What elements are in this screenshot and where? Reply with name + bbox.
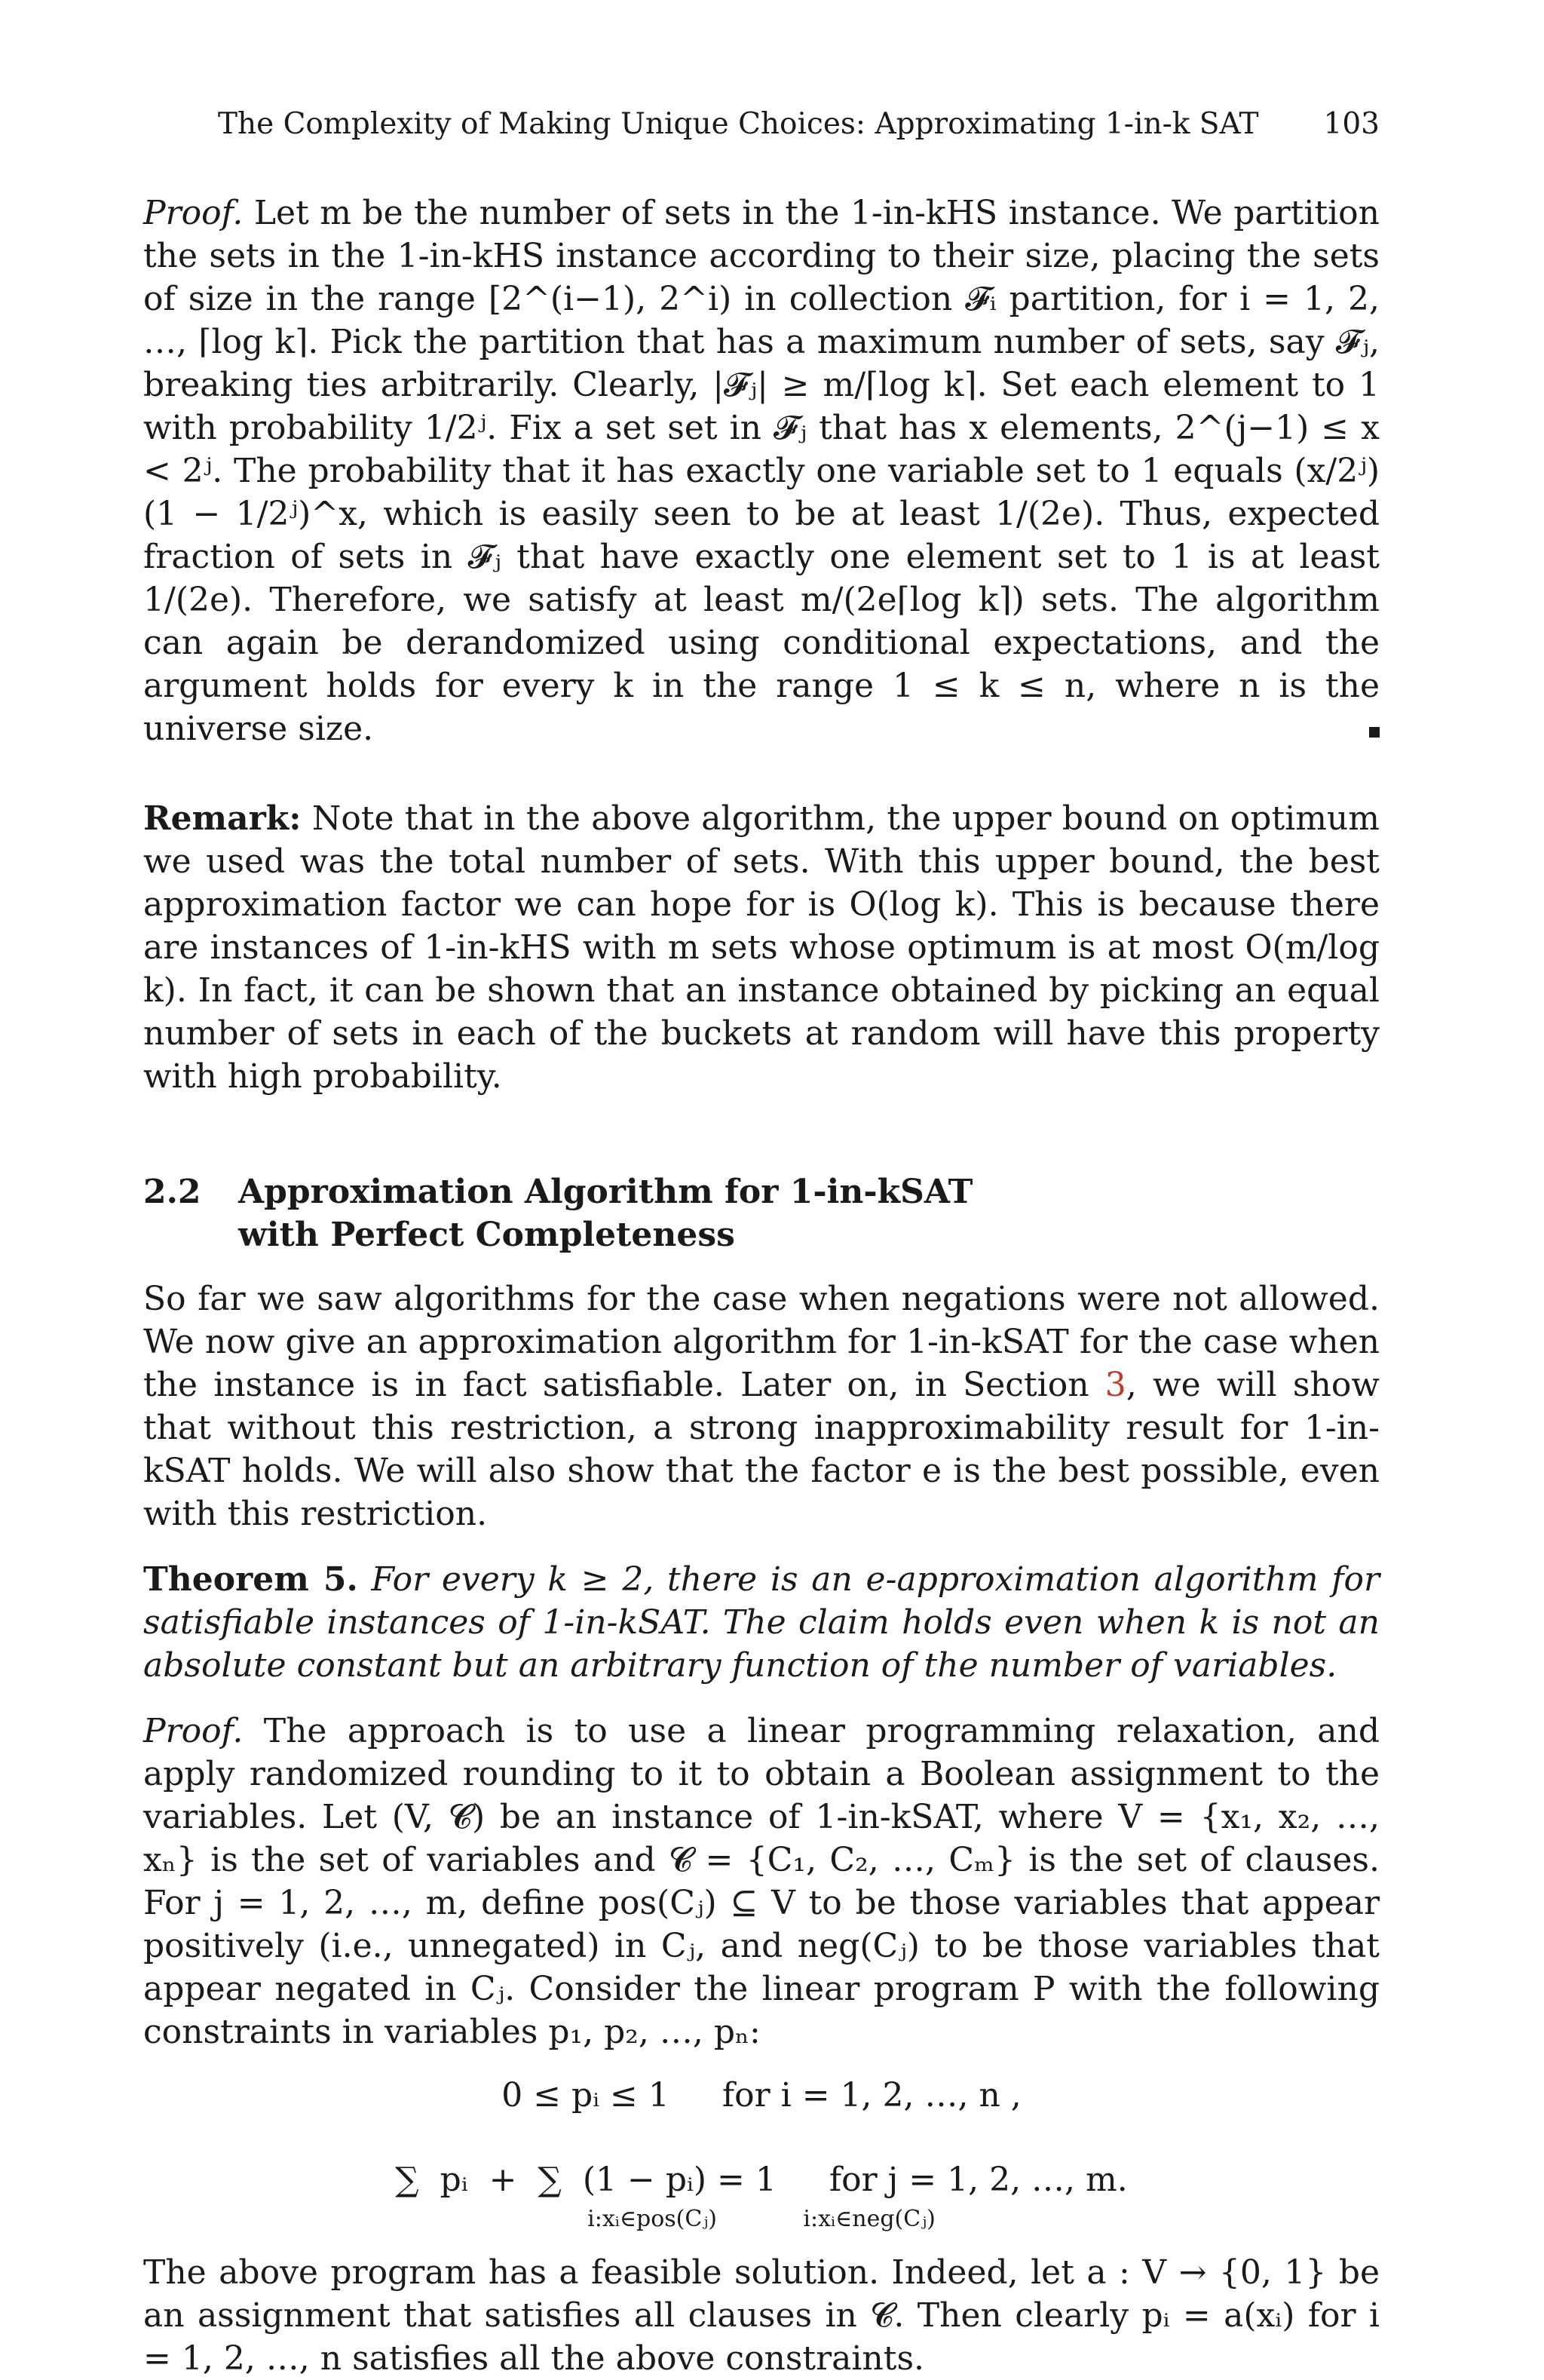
constraint-sum-indices: i:xᵢ∈pos(Cⱼ) i:xᵢ∈neg(Cⱼ)	[587, 2206, 936, 2232]
lp-constraints	[143, 2073, 1380, 2233]
closing-body: The above program has a feasible solution. Indeed, let a : V → {0, 1} be an assignment that satisfies all clauses in 𝓒. Then clearly pᵢ = a(xᵢ) for i = 1, 2, …, n satisfies all the above constraints.	[143, 2253, 1380, 2378]
theorem-paragraph	[143, 1558, 1380, 1687]
qed-square-icon	[1369, 727, 1380, 738]
intro-paragraph	[143, 1277, 1380, 1535]
page-content	[143, 106, 1380, 2380]
running-title: The Complexity of Making Unique Choices: Approximating 1-in-k SAT	[217, 107, 1259, 141]
remark-paragraph	[143, 797, 1380, 1098]
intro-text-start: So far we saw algorithms for the case when negations were not allowed. We now give an approximation algorithm for 1-in-kSAT for the case when the instance is in fact satisfiable. Later on, in Section	[143, 1280, 1380, 1404]
constraint-clause-sum: ∑ pᵢ + ∑ (1 − pᵢ) = 1 for j = 1, 2, …, m.	[395, 2161, 1128, 2199]
remark-body: Note that in the above algorithm, the upper bound on optimum we used was the total number of sets. With this upper bound, the best approximation factor we can hope for is O(log k). This is because there are instances of 1-in-kHS with m sets whose optimum is at most O(m/log k). In fact, it can be shown that an instance obtained by picking an equal number of sets in each of the buckets at random will have this property with high probability.	[143, 799, 1380, 1096]
proof-label: Proof.	[143, 194, 244, 232]
section-heading	[143, 1170, 1380, 1256]
theorem-body: For every k ≥ 2, there is an e-approximation algorithm for satisfiable instances of 1-in-kSAT. The claim holds even when k is not an absolute constant but an arbitrary function of the number of variables.	[143, 1560, 1380, 1685]
section-reference-link[interactable]: 3	[1104, 1366, 1126, 1404]
closing-paragraph	[143, 2251, 1380, 2380]
remark-label: Remark:	[143, 799, 302, 838]
constraint-bounds: 0 ≤ pᵢ ≤ 1 for i = 1, 2, …, n ,	[501, 2076, 1022, 2115]
page-number: 103	[1323, 107, 1380, 141]
proof-paragraph-2	[143, 1710, 1380, 2053]
proof-paragraph	[143, 192, 1380, 750]
intro-text-end: , we will show that without this restriction, a strong inapproximability result for 1-in-kSAT holds. We will also show that the factor e is the best possible, even with this restriction.	[143, 1366, 1380, 1533]
section-title: Approximation Algorithm for 1-in-kSAT with Perfect Completeness	[238, 1173, 973, 1254]
proof-body: Let m be the number of sets in the 1-in-kHS instance. We partition the sets in the 1-in-kHS instance according to their size, placing the sets of size in the range [2^(i−1), 2^i) in collection 𝓕ᵢ partition, for i = 1, 2, …, ⌈log k⌉. Pick the partition that has a maximum number of sets, say 𝓕ⱼ, breaking ties arbitrarily. Clearly, |𝓕ⱼ| ≥ m/⌈log k⌉. Set each element to 1 with probability 1/2ʲ. Fix a set set in 𝓕ⱼ that has x elements, 2^(j−1) ≤ x < 2ʲ. The probability that it has exactly one variable set to 1 equals (x/2ʲ)(1 − 1/2ʲ)^x, which is easily seen to be at least 1/(2e). Thus, expected fraction of sets in 𝓕ⱼ that have exactly one element set to 1 is at least 1/(2e). Therefore, we satisfy at least m/(2e⌈log k⌉) sets. The algorithm can again be derandomized using conditional expectations, and the argument holds for every k in the range 1 ≤ k ≤ n, where n is the universe size.	[143, 194, 1380, 748]
running-header	[143, 106, 1380, 143]
theorem-label: Theorem 5.	[143, 1560, 358, 1599]
proof-label-2: Proof.	[143, 1712, 244, 1750]
proof-body-2: The approach is to use a linear programming relaxation, and apply randomized rounding to it to obtain a Boolean assignment to the variables. Let (V, 𝓒) be an instance of 1-in-kSAT, where V = {x₁, x₂, …, xₙ} is the set of variables and 𝓒 = {C₁, C₂, …, Cₘ} is the set of clauses. For j = 1, 2, …, m, define pos(Cⱼ) ⊆ V to be those variables that appear positively (i.e., unnegated) in Cⱼ, and neg(Cⱼ) to be those variables that appear negated in Cⱼ. Consider the linear program P with the following constraints in variables p₁, p₂, …, pₙ:	[143, 1712, 1380, 2051]
section-number: 2.2	[143, 1173, 201, 1211]
